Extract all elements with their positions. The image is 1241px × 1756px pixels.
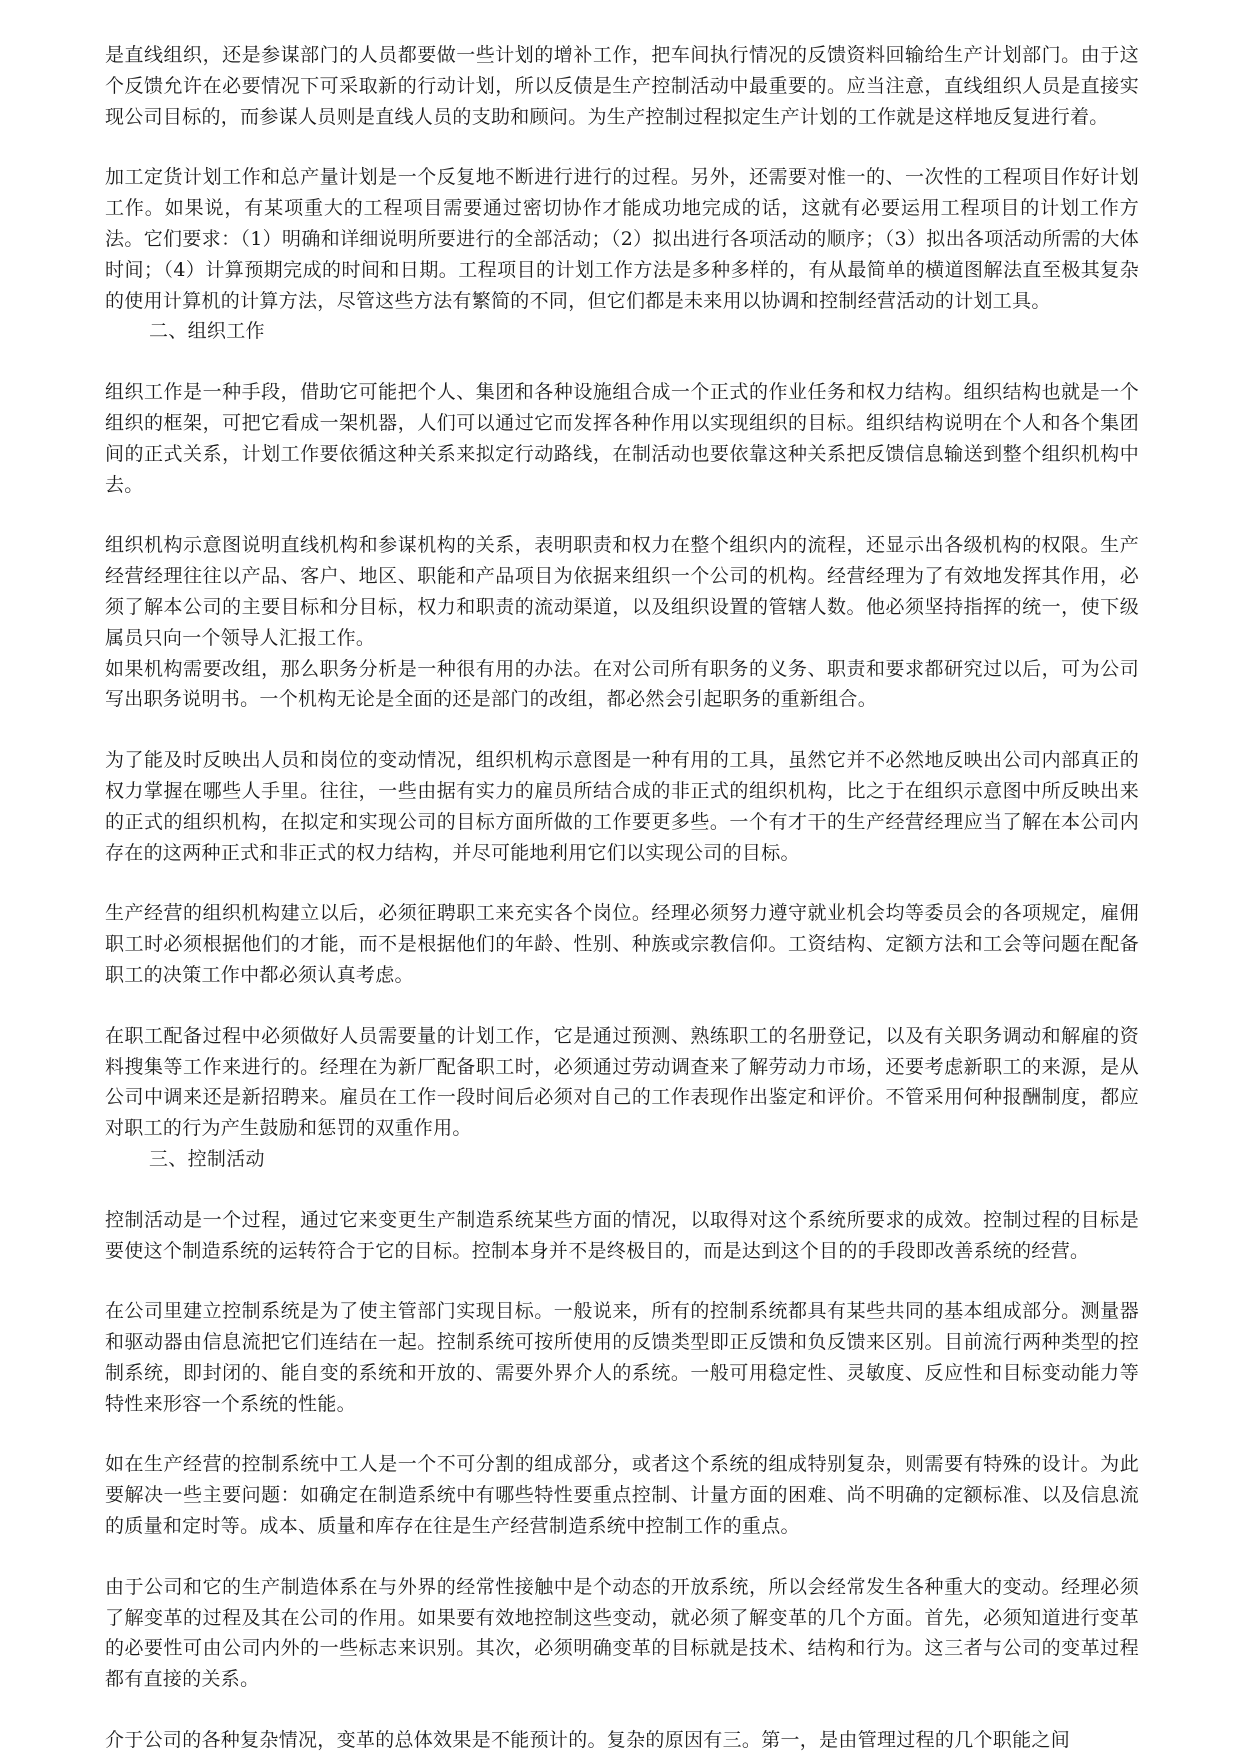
paragraph-change-complexity: 介于公司的各种复杂情况，变革的总体效果是不能预计的。复杂的原因有三。第一，是由管理过程的几个职能之间	[105, 1729, 1071, 1752]
document-page	[105, 40, 1139, 1756]
paragraph-change: 由于公司和它的生产制造体系在与外界的经常性接触中是个动态的开放系统，所以会经常发生各种重大的变动。经理必须了解变革的过程及其在公司的作用。如果要有效地控制这些变动，就必须了解变革的几个方面。首先，必须知道进行变革的必要性可由公司内外的一些标志来识别。其次，必须明确变革的目标就是技术、结构和行为。这三者与公司的变革过程都有直接的关系。	[105, 1575, 1139, 1691]
section-heading-controlling: 三、控制活动	[149, 1147, 265, 1170]
paragraph-control-systems: 在公司里建立控制系统是为了使主管部门实现目标。一般说来，所有的控制系统都具有某些共同的基本组成部分。测量器和驱动器由信息流把它们连结在一起。控制系统可按所使用的反馈类型即正反馈和负反馈来区别。目前流行两种类型的控制系统，即封闭的、能自变的系统和开放的、需要外界介人的系统。一般可用稳定性、灵敏度、反应性和目标变动能力等特性来形容一个系统的性能。	[105, 1300, 1139, 1415]
section-heading-organizing: 二、组织工作	[149, 320, 265, 343]
paragraph-org-chart: 组织机构示意图说明直线机构和参谋机构的关系，表明职责和权力在整个组织内的流程，还显示出各级机构的权限。生产经营经理往往以产品、客户、地区、职能和产品项目为依据来组织一个公司的机构。经营经理为了有效地发挥其作用，必须了解本公司的主要目标和分目标，权力和职责的流动渠道，以及组织设置的管辖人数。他必须坚持指挥的统一，使下级属员只向一个领导人汇报工作。	[105, 534, 1139, 649]
paragraph-project-planning: 加工定货计划工作和总产量计划是一个反复地不断进行进行的过程。另外，还需要对惟一的、一次性的工程项目作好计划工作。如果说，有某项重大的工程项目需要通过密切协作才能成功地完成的话，这就有必要运用工程项目的计划工作方法。它们要求：（1）明确和详细说明所要进行的全部活动；（2）拟出进行各项活动的顺序；（3）拟出各项活动所需的大体时间；（4）计算预期完成的时间和日期。工程项目的计划工作方法是多种多样的，有从最简单的横道图解法直至极其复杂的使用计算机的计算方法，尽管这些方法有繁简的不同，但它们都是未来用以协调和控制经营活动的计划工具。	[105, 166, 1139, 312]
paragraph-staffing: 生产经营的组织机构建立以后，必须征聘职工来充实各个岗位。经理必须努力遵守就业机会均等委员会的各项规定，雇佣职工时必须根据他们的才能，而不是根据他们的年龄、性别、种族或宗教信仰。工资结构、定额方法和工会等问题在配备职工的决策工作中都必须认真考虑。	[105, 902, 1139, 986]
paragraph-planning-feedback: 是直线组织，还是参谋部门的人员都要做一些计划的增补工作，把车间执行情况的反馈资料回输给生产计划部门。由于这个反馈允许在必要情况下可采取新的行动计划，所以反债是生产控制活动中最重要的。应当注意，直线组织人员是直接实现公司目标的，而参谋人员则是直线人员的支助和顾问。为生产控制过程拟定生产计划的工作就是这样地反复进行着。	[105, 44, 1139, 128]
paragraph-control-design: 如在生产经营的控制系统中工人是一个不可分割的组成部分，或者这个系统的组成特别复杂，则需要有特殊的设计。为此要解决一些主要问题：如确定在制造系统中有哪些特性要重点控制、计量方面的困难、尚不明确的定额标准、以及信息流的质量和定时等。成本、质量和库存在往是生产经营制造系统中控制工作的重点。	[105, 1453, 1139, 1538]
paragraph-reorganization: 如果机构需要改组，那么职务分析是一种很有用的办法。在对公司所有职务的义务、职责和要求都研究过以后，可为公司写出职务说明书。一个机构无论是全面的还是部门的改组，都必然会引起职务的重新组合。	[105, 657, 1139, 711]
paragraph-staffing-planning: 在职工配备过程中必须做好人员需要量的计划工作，它是通过预测、熟练职工的名册登记，以及有关职务调动和解雇的资料搜集等工作来进行的。经理在为新厂配备职工时，必须通过劳动调查来了解劳动力市场，还要考虑新职工的来源，是从公司中调来还是新招聘来。雇员在工作一段时间后必须对自己的工作表现作出鉴定和评价。不管采用何种报酬制度，都应对职工的行为产生鼓励和惩罚的双重作用。	[105, 1024, 1139, 1140]
paragraph-organizing-definition: 组织工作是一种手段，借助它可能把个人、集团和各种设施组合成一个正式的作业任务和权力结构。组织结构也就是一个组织的框架，可把它看成一架机器，人们可以通过它而发挥各种作用以实现组织的目标。组织结构说明在个人和各个集团间的正式关系，计划工作要依循这种关系来拟定行动路线，在制活动也要依靠这种关系把反馈信息输送到整个组织机构中去。	[105, 381, 1139, 496]
paragraph-control-definition: 控制活动是一个过程，通过它来变更生产制造系统某些方面的情况，以取得对这个系统所要求的成效。控制过程的目标是要使这个制造系统的运转符合于它的目标。控制本身并不是终极目的，而是达到这个目的的手段即改善系统的经营。	[105, 1208, 1139, 1262]
paragraph-informal-structure: 为了能及时反映出人员和岗位的变动情况，组织机构示意图是一种有用的工具，虽然它并不必然地反映出公司内部真正的权力掌握在哪些人手里。往往，一些由据有实力的雇员所结合成的非正式的组织机构，比之于在组织示意图中所反映出来的正式的组织机构，在拟定和实现公司的目标方面所做的工作要更多些。一个有才干的生产经营经理应当了解在本公司内存在的这两种正式和非正式的权力结构，并尽可能地利用它们以实现公司的目标。	[105, 749, 1139, 864]
